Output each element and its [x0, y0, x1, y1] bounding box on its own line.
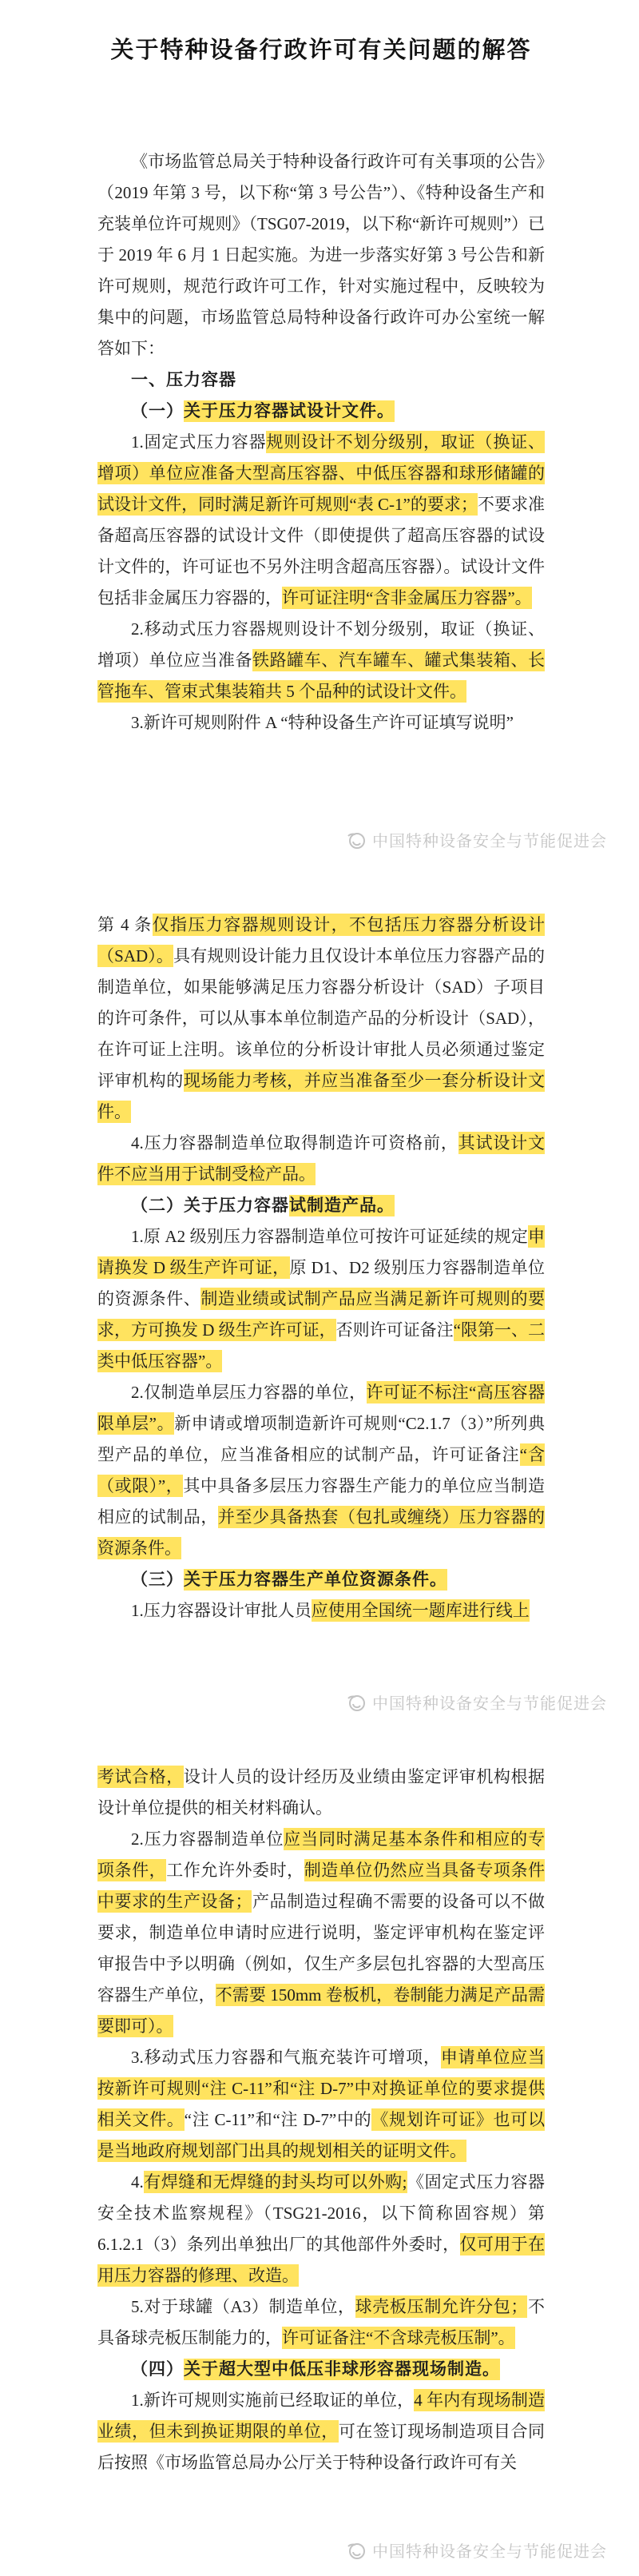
text-run: 2.移动式压力容器规则设计不划分级别，取证（换证、增项）单位应当准备: [97, 619, 545, 670]
watermark-text: 中国特种设备安全与节能促进会: [372, 1695, 607, 1713]
highlighted-text: 申请单位应当按新许可规则“注 C-11”和“注 D-7”中对换证单位的要求提供相关文件。: [97, 2048, 546, 2129]
section-heading: [97, 396, 545, 427]
text-run: 4.压力容器制造单位取得制造许可资格前，: [131, 1133, 458, 1153]
text-run: 具有规则设计能力且仅设计本单位压力容器产品的制造单位，如果能够满足压力容器分析设计（SAD）子项目的许可条件，可以从事本单位制造产品的分析设计（SAD），在许可证上注明。该单位的分析设计审批人员必须通过鉴定评审机构的: [97, 946, 546, 1090]
watermark-text: 中国特种设备安全与节能促进会: [372, 2543, 607, 2561]
paragraph: [97, 614, 545, 707]
text-run: 否则许可证备注: [335, 1320, 454, 1340]
highlighted-text: 其试设计文件不应当用于试制受检产品。: [97, 1133, 546, 1184]
highlighted-text: 关于压力容器生产单位资源条件。: [184, 1571, 447, 1589]
highlighted-text: 制造业绩或试制产品应当满足新许可规则的要求，方可换发 D 级生产许可证，: [97, 1289, 546, 1340]
text-run: 2.压力容器制造单位: [131, 1829, 284, 1849]
association-logo-icon: [346, 1692, 367, 1713]
highlighted-text: 有焊缝和无焊缝的封头均可以外购;: [143, 2172, 407, 2192]
page-2-inner: [97, 906, 545, 1626]
text-run: 1.原 A2 级别压力容器制造单位可按许可证延续的规定: [131, 1227, 528, 1246]
page-2: [0, 906, 639, 1758]
highlighted-text: 关于压力容器试设计文件。: [184, 402, 395, 420]
page-2-content: [97, 906, 545, 1626]
paragraph: [97, 1377, 545, 1564]
text-run: 4.: [131, 2172, 144, 2192]
watermark: [346, 2538, 607, 2562]
highlighted-text: 并至少具备热套（包扎或缠绕）压力容器的资源条件。: [97, 1507, 546, 1558]
highlighted-text: 规则设计不划分级别，取证（换证、增项）单位应准备大型高压容器、中低压容器和球形储罐的试设计文件，同时满足新许可规则“表 C-1”的要求；: [97, 432, 546, 514]
paragraph: [97, 707, 545, 739]
highlighted-text: 仅可用于在用压力容器的修理、改造。: [97, 2235, 546, 2285]
highlighted-text: 应当同时满足基本条件和相应的专项条件，: [97, 1829, 546, 1880]
watermark: [346, 1690, 607, 1714]
page-1: [0, 0, 639, 906]
text-run: 可在签订现场制造项目合同后按照《市场监管总局办公厅关于特种设备行政许可有关: [97, 2422, 546, 2472]
text-run: 3.新许可规则附件 A “特种设备生产许可证填写说明”: [131, 713, 514, 732]
highlighted-text: 现场能力考核，并应当准备至少一套分析设计文件。: [97, 1071, 546, 1121]
text-run: 不具备球壳板压制能力的，: [97, 2297, 546, 2347]
text-run: 一、压力容器: [131, 371, 236, 389]
text-run: 设计人员的设计经历及业绩由鉴定评审机构根据设计单位提供的相关材料确认。: [97, 1767, 546, 1818]
text-run: “注 C-11”和“注 D-7”中的: [184, 2110, 372, 2129]
text-run: 3.移动式压力容器和气瓶充装许可增项，: [131, 2048, 441, 2067]
paragraph: [97, 1762, 545, 1824]
paragraph: [97, 427, 545, 614]
text-run: （一）: [131, 402, 184, 420]
text-run: （三）: [131, 1571, 184, 1589]
text-run: （二）关于压力容器: [131, 1196, 289, 1215]
highlighted-text: 试制造产品。: [289, 1196, 395, 1215]
text-run: （四）: [131, 2360, 184, 2379]
association-logo-icon: [346, 2540, 367, 2561]
paragraph: [97, 2385, 545, 2478]
highlighted-text: 许可证备注“不含球壳板压制”。: [282, 2328, 515, 2347]
page-3: [0, 1758, 639, 2576]
section-heading: [97, 2354, 545, 2385]
highlighted-text: 球壳板压制允许分包；: [355, 2297, 528, 2316]
watermark-text: 中国特种设备安全与节能促进会: [372, 833, 607, 850]
chapter-heading: [97, 364, 545, 396]
highlighted-text: 关于超大型中低压非球形容器现场制造。: [184, 2360, 500, 2379]
text-run: 产品制造过程确不需要的设备可以不做要求，制造单位申请时应进行说明，鉴定评审机构在鉴定评审报告中予以明确（例如，仅生产多层包扎容器的大型高压容器生产单位，: [97, 1892, 546, 2005]
association-logo-icon: [346, 830, 367, 850]
text-run: 第 4 条: [97, 915, 153, 934]
highlighted-text: 铁路罐车、汽车罐车、罐式集装箱、长管拖车、管束式集装箱共 5 个品种的试设计文件。: [97, 651, 546, 701]
highlighted-text: 制造单位仍然应当具备专项条件中要求的生产设备；: [97, 1861, 546, 1911]
text-run: 原 D1、D2 级别压力容器制造单位的资源条件、: [97, 1258, 545, 1308]
text-run: 其中具备多层压力容器生产能力的单位应当制造相应的试制品，: [97, 1476, 545, 1527]
page-1-content: [97, 146, 545, 739]
text-run: 5.对于球罐（A3）制造单位，: [131, 2297, 355, 2316]
section-heading: [97, 1564, 545, 1595]
paragraph: [97, 910, 545, 1128]
paragraph: [97, 1128, 545, 1190]
highlighted-text: “限第一、二类中低压容器”。: [97, 1320, 545, 1371]
text-run: 2.仅制造单层压力容器的单位，: [131, 1383, 367, 1402]
paragraph: [97, 1221, 545, 1377]
document-title: 关于特种设备行政许可有关问题的解答: [110, 38, 532, 63]
highlighted-text: 考试合格，: [97, 1767, 184, 1786]
text-run: 1.压力容器设计审批人员: [131, 1601, 312, 1620]
highlighted-text: 应使用全国统一题库进行线上: [311, 1601, 530, 1620]
text-run: 1.固定式压力容器: [131, 432, 267, 452]
highlighted-text: 申请换发 D 级生产许可证，: [97, 1227, 545, 1277]
highlighted-text: 许可证不标注“高压容器限单层”。: [97, 1383, 546, 1433]
text-run: 不要求准备超高压容器的试设计文件（即使提供了超高压容器的试设计文件的，许可证也不另外注明含超高压容器）。试设计文件包括非金属压力容器的，: [97, 495, 545, 607]
paragraph: [97, 1824, 545, 2042]
paragraph: [97, 2291, 545, 2354]
highlighted-text: 仅指压力容器规则设计，不包括压力容器分析设计（SAD）。: [97, 915, 546, 966]
text-run: 《市场监管总局关于特种设备行政许可有关事项的公告》（2019 年第 3 号，以下称“第 3 号公告”）、《特种设备生产和充装单位许可规则》（TSG07-2019，以下称“新许可规则”）已于 2019 年 6 月 1 日起实施。为进一步落实好第 3 号公告和新许可规则，规范行政许可工作，针对实施过程中，反映较为集中的问题，市场监管总局特种设备行政许可办公室统一解答如下：: [97, 152, 545, 358]
page-3-content: [97, 1758, 545, 2478]
highlighted-text: 4 年内有现场制造业绩，但未到换证期限的单位，: [97, 2391, 546, 2441]
section-heading: [97, 1190, 545, 1221]
paragraph: [97, 1595, 545, 1626]
highlighted-text: “含（或限）”，: [97, 1445, 546, 1495]
watermark: [346, 828, 607, 851]
text-run: 工作允许外委时，: [166, 1861, 304, 1880]
text-run: 1.新许可规则实施前已经取证的单位，: [131, 2391, 415, 2410]
text-run: 《固定式压力容器安全技术监察规程》（TSG21-2016，以下简称固容规）第 6.1.2.1（3）条列出单独出厂的其他部件外委时，: [97, 2172, 545, 2254]
highlighted-text: 许可证注明“含非金属压力容器”。: [282, 588, 532, 607]
paragraph: [97, 146, 545, 364]
paragraph: [97, 2042, 545, 2167]
text-run: 新申请或增项制造新许可规则“C2.1.7（3）”所列典型产品的单位，应当准备相应的试制产品，许可证备注: [97, 1414, 545, 1464]
page-1-inner: [97, 32, 545, 739]
paragraph: [97, 2167, 545, 2291]
highlighted-text: 不需要 150mm 卷板机，卷制能力满足产品需要即可）。: [97, 1985, 546, 2036]
page-3-inner: [97, 1758, 545, 2478]
highlighted-text: 《规划许可证》也可以是当地政府规划部门出具的规划相关的证明文件。: [97, 2110, 546, 2160]
